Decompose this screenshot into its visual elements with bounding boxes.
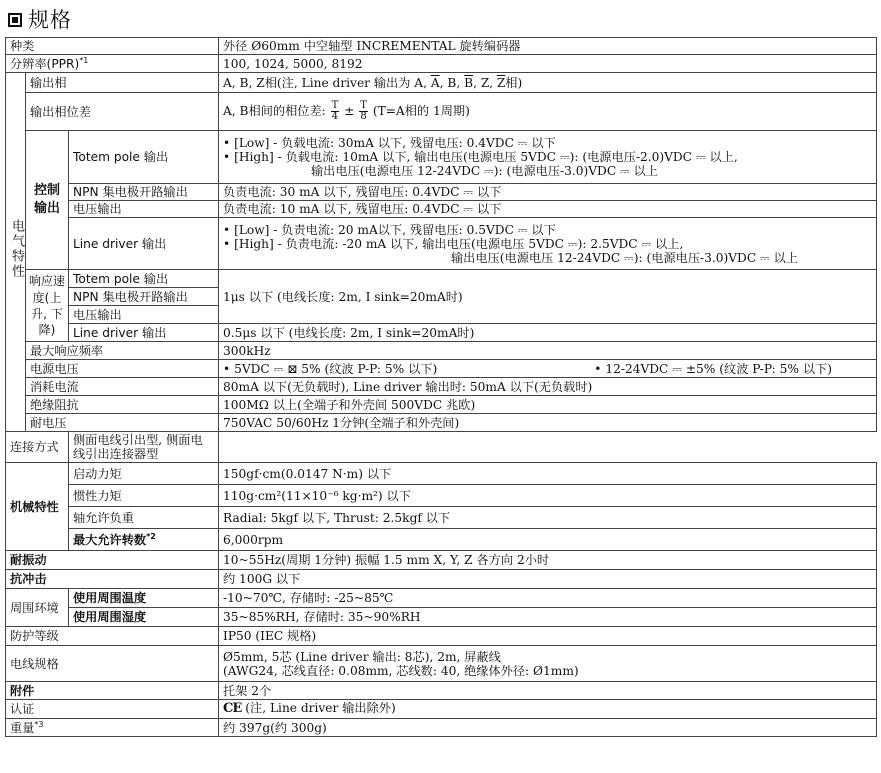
shock-label: 抗冲击 xyxy=(6,570,219,589)
resp-value-1: 1μs 以下 (电线长度: 2m, I sink=20mA时) xyxy=(219,270,877,324)
resolution-label: 分辨率(PPR) xyxy=(10,57,80,72)
resp-ld-label: Line driver 输出 xyxy=(69,324,219,342)
resolution-note: *1 xyxy=(79,56,89,66)
table-row xyxy=(6,414,877,432)
protection-value: IP50 (IEC 规格) xyxy=(219,627,877,646)
table-row xyxy=(6,589,877,608)
insulation-value: 100MΩ 以上(全端子和外壳间 500VDC 兆欧) xyxy=(219,396,877,414)
table-row xyxy=(6,627,877,646)
connection-value: 侧面电线引出型, 侧面电线引出连接器型 xyxy=(69,432,219,463)
table-row xyxy=(6,485,877,507)
table-row xyxy=(6,396,877,414)
table-row xyxy=(6,529,877,551)
connection-label: 连接方式 xyxy=(6,432,69,463)
resp-voltage-label: 电压输出 xyxy=(69,306,219,324)
weight-label: 重量 xyxy=(10,721,35,736)
table-row xyxy=(6,646,877,682)
fraction-t4: $\frac{T}{4}$ xyxy=(331,100,339,123)
table-row xyxy=(6,719,877,737)
response-label-cell xyxy=(26,270,69,342)
inertia-value: 110g·cm²(11×10⁻⁶ kg·m²) 以下 xyxy=(219,485,877,507)
max-speed-value: 6,000rpm xyxy=(219,529,877,551)
torque-label: 启动力矩 xyxy=(69,463,219,485)
weight-label-cell xyxy=(6,719,219,737)
table-row xyxy=(6,201,877,218)
resp-npn-label: NPN 集电极开路输出 xyxy=(69,288,219,306)
table-row xyxy=(6,570,877,589)
table-row xyxy=(6,507,877,529)
table-row xyxy=(6,378,877,396)
section-title xyxy=(8,4,72,34)
table-row xyxy=(6,131,877,184)
table-row xyxy=(6,73,877,93)
max-speed-label: 最大允许转数 xyxy=(73,533,147,548)
humidity-label: 使用周围湿度 xyxy=(69,608,219,627)
shock-value: 约 100G 以下 xyxy=(219,570,877,589)
mechanical-label: 机械特性 xyxy=(6,463,69,551)
output-phase-label: 输出相 xyxy=(26,73,219,93)
protection-label: 防护等级 xyxy=(6,627,219,646)
control-output-label: 控制输出 xyxy=(26,131,69,270)
resolution-value: 100, 1024, 5000, 8192 xyxy=(219,55,877,73)
cert-label: 认证 xyxy=(6,700,219,719)
phase-diff-label: 输出相位差 xyxy=(26,93,219,131)
current-value: 80mA 以下(无负载时), Line driver 输出时: 50mA 以下(无负载时) xyxy=(219,378,877,396)
humidity-value: 35~85%RH, 存储时: 35~90%RH xyxy=(219,608,877,627)
table-row xyxy=(6,93,877,131)
weight-value: 约 397g(约 300g) xyxy=(219,719,877,737)
npn-value: 负责电流: 30 mA 以下, 残留电压: 0.4VDC ⎓ 以下 xyxy=(219,184,877,201)
electrical-label: 电气特性 xyxy=(6,73,26,432)
table-row xyxy=(6,682,877,700)
max-freq-label: 最大响应频率 xyxy=(26,342,219,360)
table-row xyxy=(6,55,877,73)
resp-totem-label: Totem pole 输出 xyxy=(69,270,219,288)
table-row xyxy=(6,608,877,627)
phase-diff-value: A, B相间的相位差: $\frac{T}{4}$ ± $\frac{T}{8}$ (T=A相的 1周期) xyxy=(219,93,877,131)
power-value-5v: • 5VDC ⎓ ⊠ 5% (纹波 P-P: 5% 以下) xyxy=(223,361,438,376)
npn-label: NPN 集电极开路输出 xyxy=(69,184,219,201)
weight-note: *3 xyxy=(34,720,44,730)
square-bullet-icon xyxy=(8,13,22,27)
resp-value-2: 0.5μs 以下 (电线长度: 2m, I sink=20mA时) xyxy=(219,324,877,342)
temp-label: 使用周围温度 xyxy=(69,589,219,608)
line-driver-label: Line driver 输出 xyxy=(69,218,219,270)
cable-value: Ø5mm, 5芯 (Line driver 输出: 8芯), 2m, 屏蔽线 (AWG24, 芯线直径: 0.08mm, 芯线数: 40, 绝缘体外径: Ø1mm) xyxy=(219,646,877,682)
table-row xyxy=(6,463,877,485)
environment-label: 周围环境 xyxy=(6,589,69,627)
totem-label: Totem pole 输出 xyxy=(69,131,219,184)
table-row xyxy=(6,270,877,288)
current-label: 消耗电流 xyxy=(26,378,219,396)
accessory-label: 附件 xyxy=(6,682,219,700)
vibration-label: 耐振动 xyxy=(6,551,219,570)
resolution-label-cell xyxy=(6,55,219,73)
table-row xyxy=(6,342,877,360)
table-row xyxy=(6,551,877,570)
table-row xyxy=(6,700,877,719)
table-row xyxy=(6,360,877,378)
table-row xyxy=(6,432,877,463)
insulation-label: 绝缘阻抗 xyxy=(26,396,219,414)
torque-value: 150gf·cm(0.0147 N·m) 以下 xyxy=(219,463,877,485)
table-row xyxy=(6,184,877,201)
line-driver-value: • [Low] - 负责电流: 20 mA以下, 残留电压: 0.5VDC ⎓ 以下 • [High] - 负责电流: -20 mA 以下, 输出电压(电源电压 5VDC ⎓): 2.5VDC ⎓ 以上, 输出电压(电源电压 12-24VDC ⎓): (电源电压-3.0)VDC ⎓ 以上 xyxy=(219,218,877,270)
voltage-value: 负责电流: 10 mA 以下, 残留电压: 0.4VDC ⎓ 以下 xyxy=(219,201,877,218)
totem-value: • [Low] - 负载电流: 30mA 以下, 残留电压: 0.4VDC ⎓ 以下 • [High] - 负载电流: 10mA 以下, 输出电压(电源电压 5VDC ⎓): (电源电压-2.0)VDC ⎓ 以上, 输出电压(电源电压 12-24VDC ⎓): (电源电压-3.0)VDC ⎓ 以上 xyxy=(219,131,877,184)
load-label: 轴允许负重 xyxy=(69,507,219,529)
accessory-value: 托架 2个 xyxy=(219,682,877,700)
withstand-value: 750VAC 50/60Hz 1分钟(全端子和外壳间) xyxy=(219,414,877,432)
type-label: 种类 xyxy=(6,38,219,55)
max-freq-value: 300kHz xyxy=(219,342,877,360)
power-value xyxy=(219,360,877,378)
page-title: 规格 xyxy=(28,8,72,32)
temp-value: -10~70℃, 存储时: -25~85℃ xyxy=(219,589,877,608)
type-value: 外径 Ø60mm 中空轴型 INCREMENTAL 旋转编码器 xyxy=(219,38,877,55)
withstand-label: 耐电压 xyxy=(26,414,219,432)
inertia-label: 惯性力矩 xyxy=(69,485,219,507)
table-row xyxy=(6,324,877,342)
power-value-12v: • 12-24VDC ⎓ ±5% (纹波 P-P: 5% 以下) xyxy=(594,361,832,376)
fraction-t8: $\frac{T}{8}$ xyxy=(360,100,367,123)
max-speed-label-cell xyxy=(69,529,219,551)
table-row xyxy=(6,218,877,270)
response-label: 响应速度(上升, 下降) xyxy=(28,274,65,337)
voltage-label: 电压输出 xyxy=(69,201,219,218)
cert-value: CE (注, Line driver 输出除外) xyxy=(219,700,877,719)
load-value: Radial: 5kgf 以下, Thrust: 2.5kgf 以下 xyxy=(219,507,877,529)
output-phase-value: A, B, Z相(注, Line driver 输出为 A, $\overline{A}$, B, $\overline{B}$, Z, $\overline{Z}$相) xyxy=(219,73,877,93)
vibration-value: 10~55Hz(周期 1分钟) 振幅 1.5 mm X, Y, Z 各方向 2小时 xyxy=(219,551,877,570)
cable-label: 电线规格 xyxy=(6,646,219,682)
ce-mark-icon: CE xyxy=(223,701,242,717)
spec-table xyxy=(5,37,877,737)
max-speed-note: *2 xyxy=(146,532,156,542)
power-label: 电源电压 xyxy=(26,360,219,378)
table-row xyxy=(6,38,877,55)
